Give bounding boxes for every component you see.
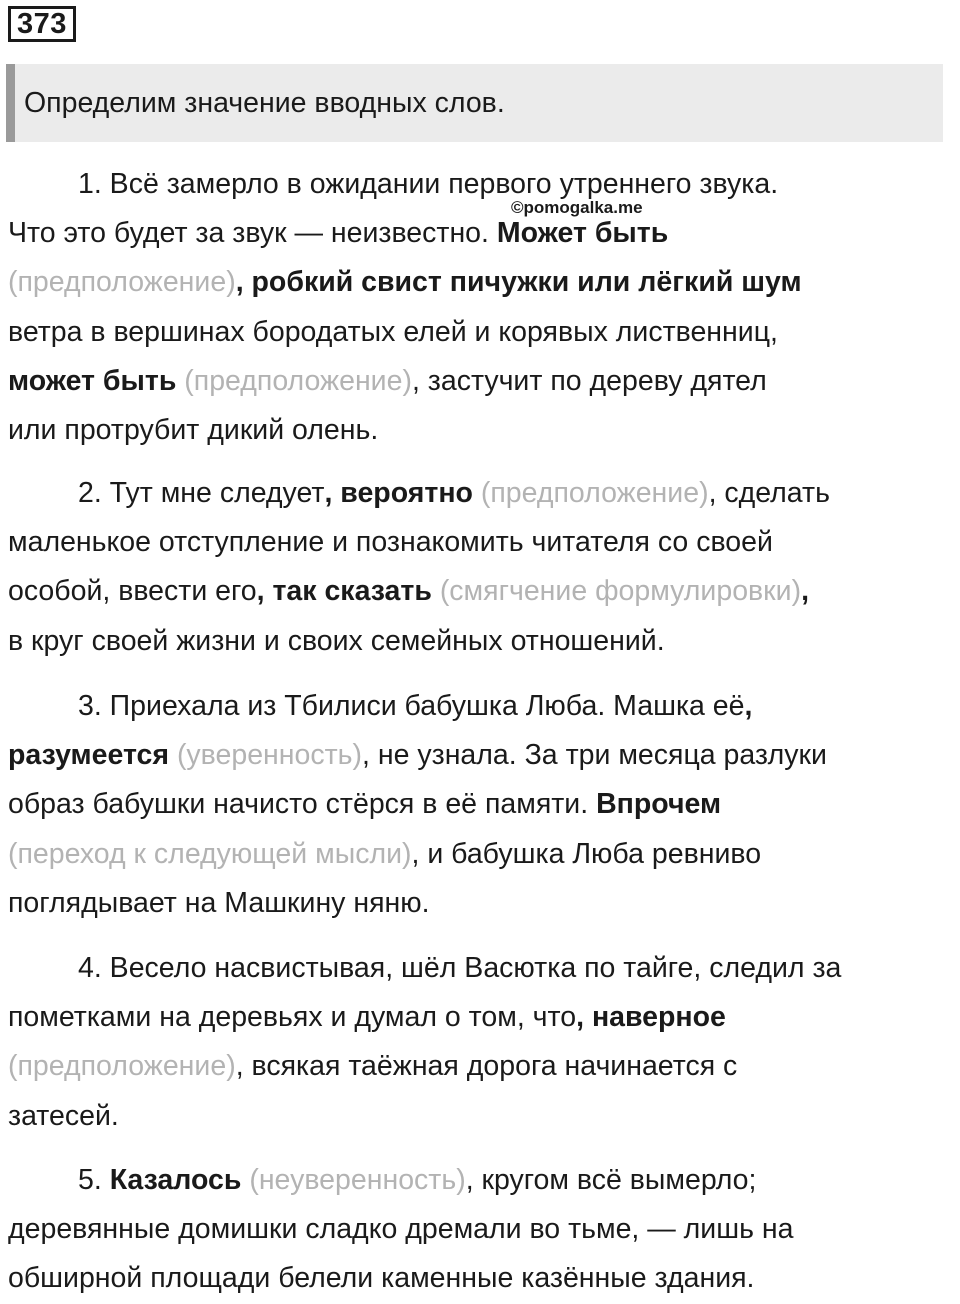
comma: , bbox=[324, 477, 341, 509]
meaning-hint: (смягчение формулировки) bbox=[439, 575, 802, 608]
text-line bbox=[8, 308, 958, 357]
text: пометками на деревьях и думал о том, что bbox=[8, 1001, 577, 1034]
text: или протрубит дикий олень. bbox=[8, 413, 379, 446]
meaning-hint: (переход к следующей мысли) bbox=[8, 837, 412, 870]
text-line bbox=[8, 567, 958, 616]
text-line bbox=[8, 879, 958, 928]
text-line bbox=[8, 830, 958, 879]
text-line bbox=[8, 1092, 958, 1141]
paragraph-1 bbox=[8, 160, 958, 455]
text: затесей. bbox=[8, 1099, 119, 1132]
text-line bbox=[8, 682, 958, 731]
paragraph-5 bbox=[8, 1156, 958, 1304]
text bbox=[473, 477, 481, 509]
text: 4. Весело насвистывая, шёл Васютка по тайге, следил за bbox=[78, 952, 842, 984]
comma: , bbox=[801, 575, 809, 608]
text-line bbox=[8, 1042, 958, 1091]
text: , сделать bbox=[708, 477, 830, 509]
intro-word: Может быть bbox=[496, 217, 669, 250]
intro-word: разумеется bbox=[8, 739, 170, 772]
text: обширной площади белели каменные казённые здания. bbox=[8, 1262, 755, 1295]
intro-word: наверное bbox=[591, 1001, 726, 1034]
comma: , bbox=[576, 1001, 592, 1034]
text-line bbox=[8, 944, 958, 993]
comma: , bbox=[744, 690, 753, 722]
text-line bbox=[8, 617, 958, 666]
text: деревянные домишки сладко дремали во тьме, — лишь на bbox=[8, 1213, 794, 1246]
text: образ бабушки начисто стёрся в её памяти. bbox=[8, 788, 597, 821]
meaning-hint: (предположение) bbox=[480, 477, 709, 509]
text-line bbox=[8, 160, 958, 209]
meaning-hint: (предположение) bbox=[184, 364, 412, 397]
intro-banner: Определим значение вводных слов. bbox=[6, 64, 943, 142]
intro-word: Казалось bbox=[109, 1164, 242, 1196]
text: , всякая таёжная дорога начинается с bbox=[235, 1050, 738, 1083]
text-line bbox=[8, 469, 958, 518]
watermark: ©pomogalka.me bbox=[511, 198, 643, 217]
comma: , bbox=[256, 575, 273, 608]
text-line bbox=[8, 209, 958, 258]
text: 5. bbox=[78, 1164, 110, 1196]
paragraph-2 bbox=[8, 469, 958, 666]
text: маленькое отступление и познакомить читателя со своей bbox=[8, 526, 773, 559]
text-line bbox=[8, 357, 958, 406]
text: 2. Тут мне следует bbox=[78, 477, 325, 509]
text bbox=[432, 575, 440, 607]
text: 3. Приехала из Тбилиси бабушка Люба. Машка её bbox=[78, 690, 745, 722]
meaning-hint: (уверенность) bbox=[176, 739, 363, 772]
text-line bbox=[8, 993, 958, 1042]
paragraph-3 bbox=[8, 682, 958, 928]
text: , застучит по дереву дятел bbox=[411, 364, 767, 397]
text: ветра в вершинах бородатых елей и корявых лиственниц, bbox=[8, 315, 778, 348]
text-line bbox=[8, 1205, 958, 1254]
text: , не узнала. За три месяца разлуки bbox=[362, 739, 827, 772]
text-line bbox=[8, 1254, 958, 1303]
text-line bbox=[8, 731, 958, 780]
meaning-hint: (предположение) bbox=[8, 266, 236, 299]
intro-word: может быть bbox=[8, 364, 177, 397]
text-line bbox=[8, 780, 958, 829]
paragraph-4 bbox=[8, 944, 958, 1141]
text-line bbox=[8, 406, 958, 455]
intro-word: так сказать bbox=[272, 575, 432, 608]
text-line bbox=[8, 258, 958, 307]
intro-word: вероятно bbox=[340, 477, 473, 509]
meaning-hint: (предположение) bbox=[8, 1050, 236, 1083]
meaning-hint: (неуверенность) bbox=[249, 1164, 466, 1196]
text: в круг своей жизни и своих семейных отношений. bbox=[8, 624, 665, 657]
text: , робкий свист пичужки или лёгкий шум bbox=[235, 266, 802, 299]
task-number: 373 bbox=[8, 6, 76, 42]
text bbox=[169, 739, 177, 771]
text: , кругом всё вымерло; bbox=[465, 1164, 757, 1196]
text-line bbox=[8, 1156, 958, 1205]
intro-word: Впрочем bbox=[596, 788, 722, 821]
text: Что это будет за звук — неизвестно. bbox=[8, 217, 497, 250]
text: особой, ввести его bbox=[8, 575, 257, 608]
text: , и бабушка Люба ревниво bbox=[411, 837, 762, 870]
text: 1. Всё замерло в ожидании первого утреннего звука. bbox=[78, 168, 779, 200]
text-line bbox=[8, 518, 958, 567]
text: поглядывает на Машкину няню. bbox=[8, 886, 430, 919]
